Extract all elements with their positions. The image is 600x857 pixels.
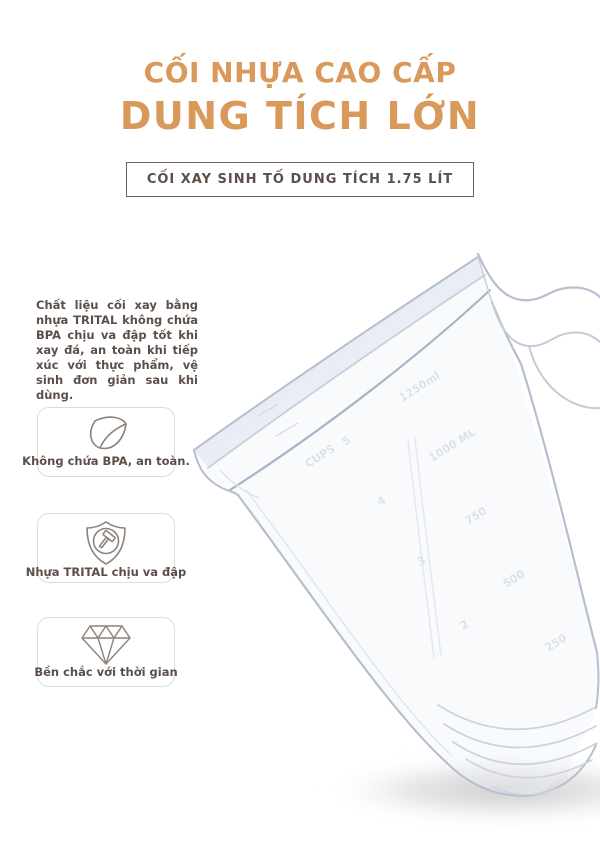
feature-label: Không chứa BPA, an toàn.	[22, 454, 190, 468]
jug-marking: 500	[500, 567, 528, 591]
blender-jug-image	[180, 240, 600, 830]
jug-marking: 3	[414, 553, 429, 569]
page-title-line1: CỐI NHỰA CAO CẤP	[143, 56, 457, 89]
leaf-icon	[83, 414, 129, 455]
page-title-line2: DUNG TÍCH LỚN	[119, 94, 481, 138]
feature-card-bpa	[22, 407, 190, 477]
feature-card-longevity	[34, 617, 178, 687]
capacity-banner: CỐI XAY SINH TỐ DUNG TÍCH 1.75 LÍT	[126, 162, 474, 197]
feature-label: Nhựa TRITAL chịu va đập	[25, 565, 187, 579]
jug-marking: 4	[374, 493, 389, 509]
jug-marking: CUPS	[302, 442, 338, 471]
shield-hammer-icon	[84, 520, 128, 566]
product-description: Chất liệu cối xay bằng nhựa TRITAL không chứa BPA chịu va đập tốt khi xay đá, an toàn khi tiếp xúc với thực phẩm, vệ sinh đơn giản sau khi dùng.	[36, 298, 198, 402]
jug-marking: 1250ml	[396, 369, 443, 405]
jug-marking: 1000 ML	[426, 425, 479, 465]
feature-card-durable-plastic	[25, 513, 187, 583]
capacity-banner-wrap	[0, 162, 600, 197]
jug-marking: 5	[339, 433, 354, 449]
jug-marking: 2	[457, 617, 472, 633]
jug-marking: 250	[542, 631, 570, 655]
diamond-icon	[80, 624, 132, 666]
feature-label: Bền chắc với thời gian	[34, 665, 178, 679]
jug-marking: 750	[462, 504, 490, 528]
